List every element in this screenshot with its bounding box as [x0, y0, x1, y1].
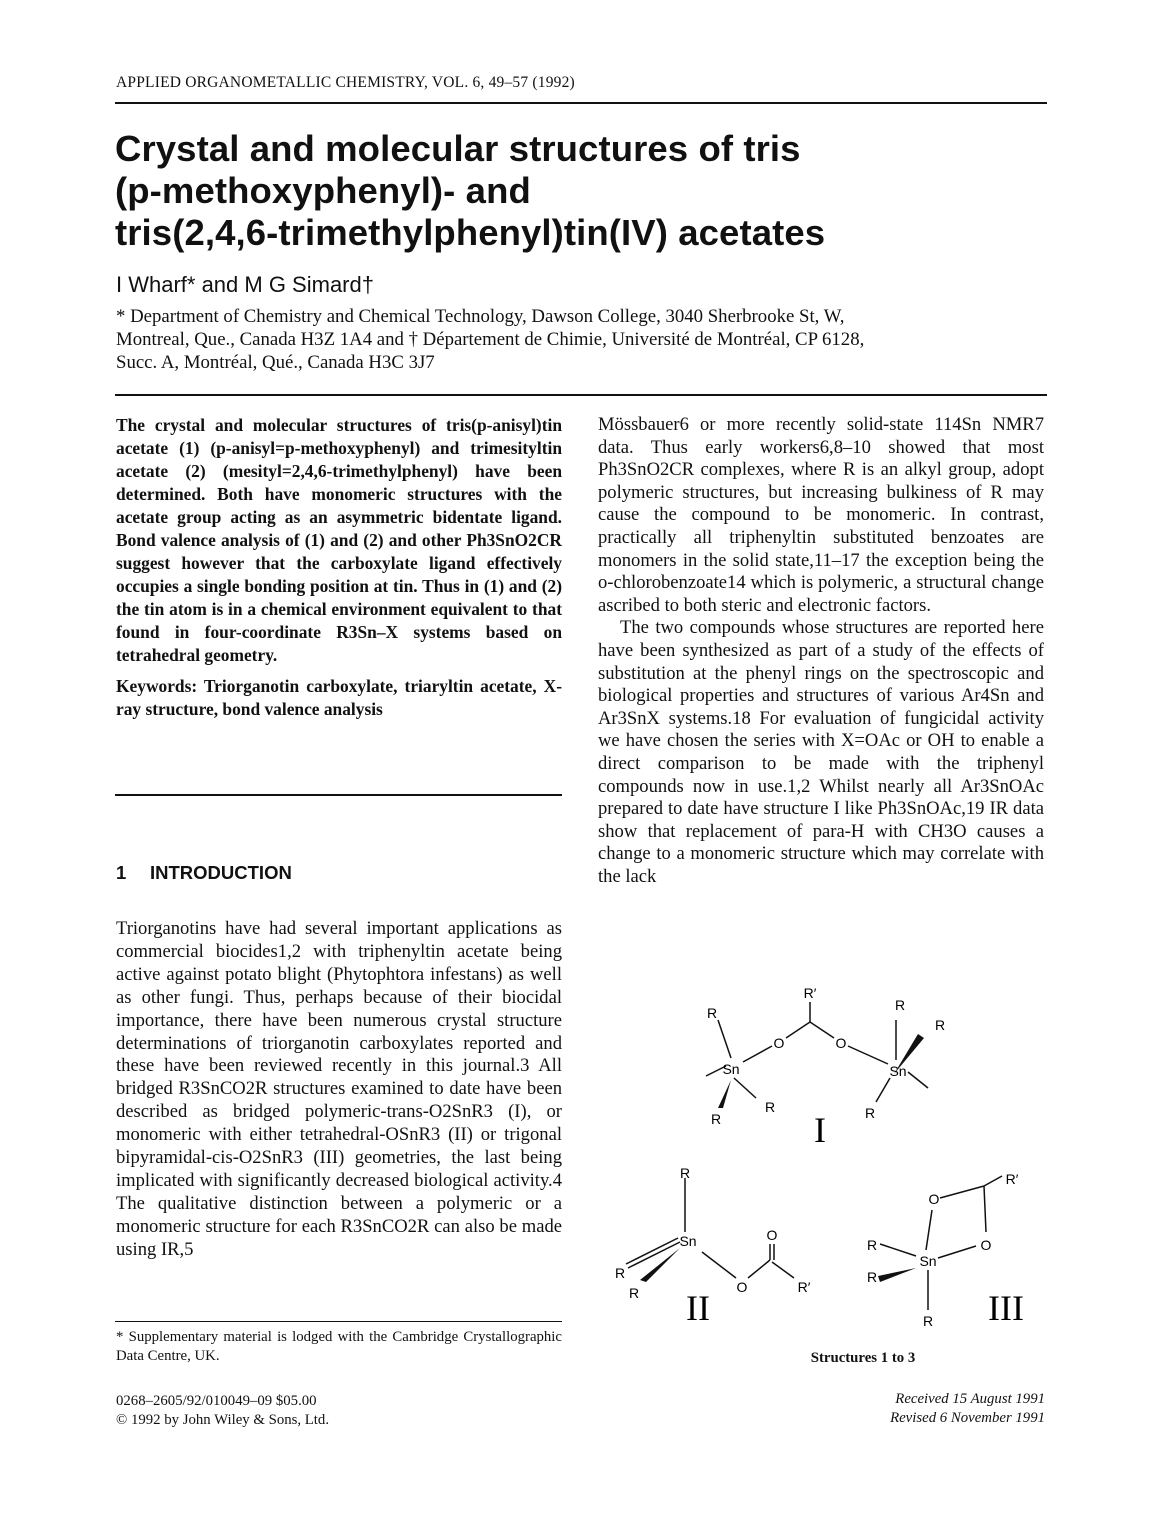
section-heading: [116, 862, 292, 884]
bond-line: [938, 1246, 976, 1258]
right-paragraph-2: The two compounds whose structures are reported here have been synthesized as part of a study of the effects of substitution at the phenyl rings on the spectroscopic and biological properties and structures of various Ar4Sn and Ar3SnX systems.18 For evaluation of fungicidal activity we have chosen the series with X=OAc or OH to enable a direct comparison to be made with the triphenyl compounds now in use.1,2 Whilst nearly all Ar3SnOAc prepared to date have structure I like Ph3SnOAc,19 IR data show that replacement of para-H with CH3O causes a change to a monomeric structure which may correlate with the lack: [598, 617, 1044, 887]
bond-line: [940, 1186, 984, 1198]
atom-label: R: [922, 1313, 934, 1329]
bond-line: [984, 1176, 1002, 1186]
header-rule: [115, 102, 1047, 104]
atom-label: Sn: [889, 1063, 907, 1079]
atom-label: R: [614, 1265, 626, 1281]
abstract-rule: [115, 794, 562, 796]
structures-figure: [598, 980, 1058, 1340]
atom-label: O: [980, 1237, 992, 1253]
intro-text: [116, 918, 562, 1262]
wedge-bond: [878, 1268, 916, 1282]
section-title: INTRODUCTION: [150, 862, 292, 883]
authors: I Wharf* and M G Simard†: [116, 272, 374, 297]
figure-caption: Structures 1 to 3: [810, 1350, 916, 1366]
bond-line: [786, 1022, 810, 1038]
issn-line: 0268–2605/92/010049–09 $05.00: [116, 1393, 317, 1409]
atom-label: O: [736, 1279, 748, 1295]
paper-title: [115, 128, 1055, 254]
bond-line: [876, 1078, 890, 1102]
atom-label: O: [766, 1227, 778, 1243]
atom-label: R: [894, 997, 906, 1013]
atom-label: R′: [803, 985, 817, 1001]
received-dates: [700, 1390, 1045, 1428]
footnote-rule: [115, 1321, 562, 1322]
structure-label-I: I: [814, 1110, 826, 1150]
atom-label: R: [864, 1105, 876, 1121]
abstract-text: The crystal and molecular structures of tris(p-anisyl)tin acetate (1) (p-anisyl=p-methoxyphenyl) and trimesityltin acetate (2) (mesityl=2,4,6-trimethylphenyl) have been determined. Both have monomeric structures with the acetate group acting as an asymmetric bidentate ligand. Bond valence analysis of (1) and (2) and other Ph3SnO2CR suggest however that the carboxylate ligand effectively occupies a single bonding position at tin. Thus in (1) and (2) the tin atom is in a chemical environment equivalent to that found in four-coordinate R3Sn–X systems based on tetrahedral geometry.: [116, 415, 562, 665]
bond-line: [926, 1210, 932, 1250]
affiliation-line-3: Succ. A, Montréal, Qué., Canada H3C 3J7: [116, 352, 435, 373]
structure-label-III: III: [988, 1288, 1024, 1328]
wedge-bond: [640, 1248, 680, 1282]
title-line-1: Crystal and molecular structures of tris: [115, 128, 801, 169]
bond-line: [748, 1260, 770, 1278]
atom-label: O: [928, 1191, 940, 1207]
atom-label: R: [866, 1269, 878, 1285]
right-column-text: [598, 414, 1044, 888]
bond-line: [848, 1046, 888, 1064]
bond-line: [626, 1238, 678, 1264]
bond-line: [743, 1046, 772, 1062]
keywords: Keywords: Triorganotin carboxylate, triaryltin acetate, X-ray structure, bond valence analysis: [116, 676, 562, 719]
atom-label: O: [773, 1035, 785, 1051]
atom-label: R: [628, 1285, 640, 1301]
atom-label: Sn: [919, 1253, 937, 1269]
wedge-bond: [718, 1080, 731, 1108]
atom-label: R: [764, 1099, 776, 1115]
affiliation-rule: [115, 394, 1047, 396]
copyright-line: © 1992 by John Wiley & Sons, Ltd.: [116, 1412, 330, 1428]
received-line: Received 15 August 1991: [895, 1391, 1045, 1407]
bond-line: [880, 1244, 916, 1256]
atom-label: Sn: [722, 1061, 740, 1077]
atom-label: R: [710, 1111, 722, 1127]
bond-line: [984, 1186, 986, 1232]
atom-label: O: [835, 1035, 847, 1051]
atom-label: R: [934, 1017, 946, 1033]
atom-label: R: [706, 1005, 718, 1021]
revised-line: Revised 6 November 1991: [890, 1410, 1045, 1426]
right-paragraph-1: Mössbauer6 or more recently solid-state 114Sn NMR7 data. Thus early workers6,8–10 showed that most Ph3SnO2CR complexes, where R is an alkyl group, adopt polymeric structures, but increasing bulkiness of R may cause the compound to be monomeric. In contrast, practically all triphenyltin substituted benzoates are monomers in the solid state,11–17 the exception being the o-chlorobenzoate14 which is polymeric, a structural change ascribed to both steric and electronic factors.: [598, 414, 1044, 616]
bond-line: [702, 1252, 736, 1278]
bond-line: [810, 1022, 834, 1038]
bond-line: [772, 1262, 794, 1278]
title-line-2: (p-methoxyphenyl)- and: [115, 170, 531, 211]
atom-label: R′: [797, 1279, 811, 1295]
atom-label: Sn: [679, 1233, 697, 1249]
title-line-3: tris(2,4,6-trimethylphenyl)tin(IV) acetates: [115, 212, 826, 253]
atom-label: R′: [1005, 1171, 1019, 1187]
bond-line: [718, 1020, 731, 1058]
abstract-block: [116, 414, 562, 729]
bond-line: [734, 1078, 756, 1098]
copyright: [116, 1392, 562, 1430]
section-number: 1: [116, 862, 127, 883]
structure-label-II: II: [686, 1288, 710, 1328]
footnote: * Supplementary material is lodged with the Cambridge Crystallographic Data Centre, UK.: [116, 1329, 562, 1364]
affiliation-line-1: * Department of Chemistry and Chemical Technology, Dawson College, 3040 Sherbrooke St, W,: [116, 306, 845, 327]
atom-label: R: [679, 1165, 691, 1181]
journal-header: APPLIED ORGANOMETALLIC CHEMISTRY, VOL. 6, 49–57 (1992): [116, 74, 575, 91]
bond-line: [908, 1072, 928, 1088]
affiliation: [116, 305, 1046, 374]
affiliation-line-2: Montreal, Que., Canada H3Z 1A4 and † Département de Chimie, Université de Montréal, CP 6128,: [116, 329, 865, 350]
atom-label: R: [866, 1237, 878, 1253]
intro-paragraph: Triorganotins have had several important applications as commercial biocides1,2 with triphenyltin acetate being active against potato blight (Phytophtora infestans) as well as other fungi. Thus, perhaps because of their biocidal importance, there have been numerous crystal structure determinations of triorganotin carboxylates reported and these have been reviewed recently in this journal.3 All bridged R3SnCO2R structures examined to date have been described as bridged polymeric-trans-O2SnR3 (I), or monomeric with either tetrahedral-OSnR3 (II) or trigonal bipyramidal-cis-O2SnR3 (III) geometries, the last being implicated with significantly decreased biological activity.4 The qualitative distinction between a polymeric or a monomeric structure for each R3SnCO2R can also be made using IR,5: [116, 918, 562, 1260]
